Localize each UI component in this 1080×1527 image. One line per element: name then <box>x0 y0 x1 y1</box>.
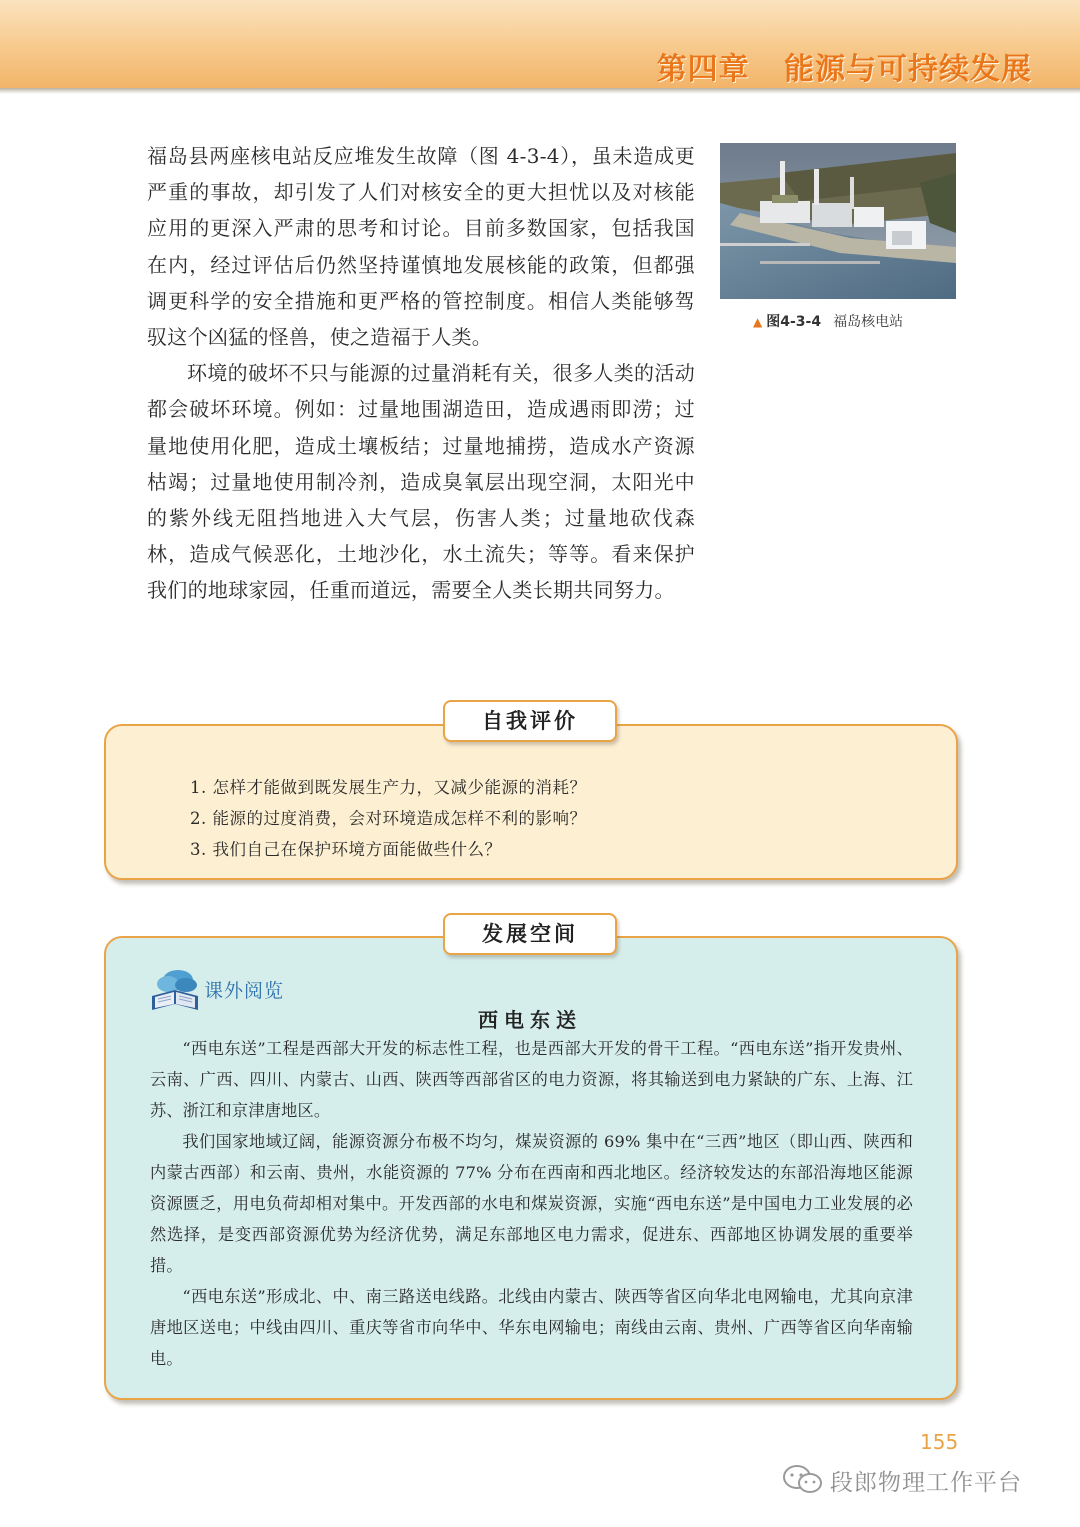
paragraph: 环境的破坏不只与能源的过量消耗有关，很多人类的活动都会破坏环境。例如：过量地围湖造田，造成遇雨即涝；过量地使用化肥，造成土壤板结；过量地捕捞，造成水产资源枯竭；过量地使用制冷剂，造成臭氧层出现空洞，太阳光中的紫外线无阻挡地进入大气层，伤害人类；过量地砍伐森林，造成气候恶化，土地沙化，水土流失；等等。看来保护我们的地球家园，任重而道远，需要全人类长期共同努力。 <box>147 361 695 603</box>
header-divider <box>0 88 1080 94</box>
article-paragraph: 我们国家地域辽阔，能源资源分布极不均匀，煤炭资源的 69% 集中在“三西”地区（即山西、陕西和内蒙古西部）和云南、贵州，水能资源的 77% 分布在西南和西北地区。经济较发达的东部沿海地区能源资源匮乏，用电负荷却相对集中。开发西部的水电和煤炭资源，实施“西电东送”是中国电力工业发展的必然选择，是变西部资源优势为经济优势，满足东部地区电力需求，促进东、西部地区协调发展的重要举措。 <box>150 1132 913 1275</box>
figure-caption <box>753 311 903 331</box>
article-paragraph: “西电东送”形成北、中、南三路送电线路。北线由内蒙古、陕西等省区向华北电网输电，尤其向京津唐地区送电；中线由四川、重庆等省市向华中、华东电网输电；南线由云南、贵州、广西等省区向华南输电。 <box>150 1287 913 1368</box>
page-number: 155 <box>920 1430 959 1454</box>
wechat-icon <box>782 1464 824 1496</box>
development-title: 发展空间 <box>443 913 617 955</box>
article-title: 西电东送 <box>478 1008 582 1032</box>
question-list <box>190 772 587 865</box>
figure-number: 图4-3-4 <box>766 314 822 330</box>
paragraph: 福岛县两座核电站反应堆发生故障（图 4-3-4），虽未造成更严重的事故，却引发了人们对核安全的更大担忧以及对核能应用的更深入严肃的思考和讨论。目前多数国家，包括我国在内，经过评估后仍然坚持谨慎地发展核能的政策，但都强调更科学的安全措施和更严格的管控制度。相信人类能够驾驭这个凶猛的怪兽，使之造福于人类。 <box>147 144 695 350</box>
watermark-text: 段郎物理工作平台 <box>830 1469 1022 1496</box>
question-item: 2. 能源的过度消费，会对环境造成怎样不利的影响？ <box>190 809 587 828</box>
fukushima-photo <box>720 143 956 299</box>
question-item: 3. 我们自己在保护环境方面能做些什么？ <box>190 840 502 859</box>
reading-label: 课外阅览 <box>204 980 285 1002</box>
watermark <box>782 1462 1022 1498</box>
self-evaluation-title: 自我评价 <box>443 700 617 742</box>
question-item: 1. 怎样才能做到既发展生产力，又减少能源的消耗？ <box>190 778 587 797</box>
chapter-number: 第四章 <box>656 52 750 87</box>
main-text <box>147 138 695 609</box>
triangle-up-icon: ▲ <box>753 315 763 329</box>
article-paragraph: “西电东送”工程是西部大开发的标志性工程，也是西部大开发的骨干工程。“西电东送”指开发贵州、云南、广西、四川、内蒙古、山西、陕西等西部省区的电力资源，将其输送到电力紧缺的广东、上海、江苏、浙江和京津唐地区。 <box>150 1039 913 1120</box>
article-text <box>150 1033 913 1374</box>
figure-caption-text: 福岛核电站 <box>833 314 904 330</box>
chapter-name: 能源与可持续发展 <box>784 52 1032 87</box>
chapter-title <box>657 44 1032 88</box>
